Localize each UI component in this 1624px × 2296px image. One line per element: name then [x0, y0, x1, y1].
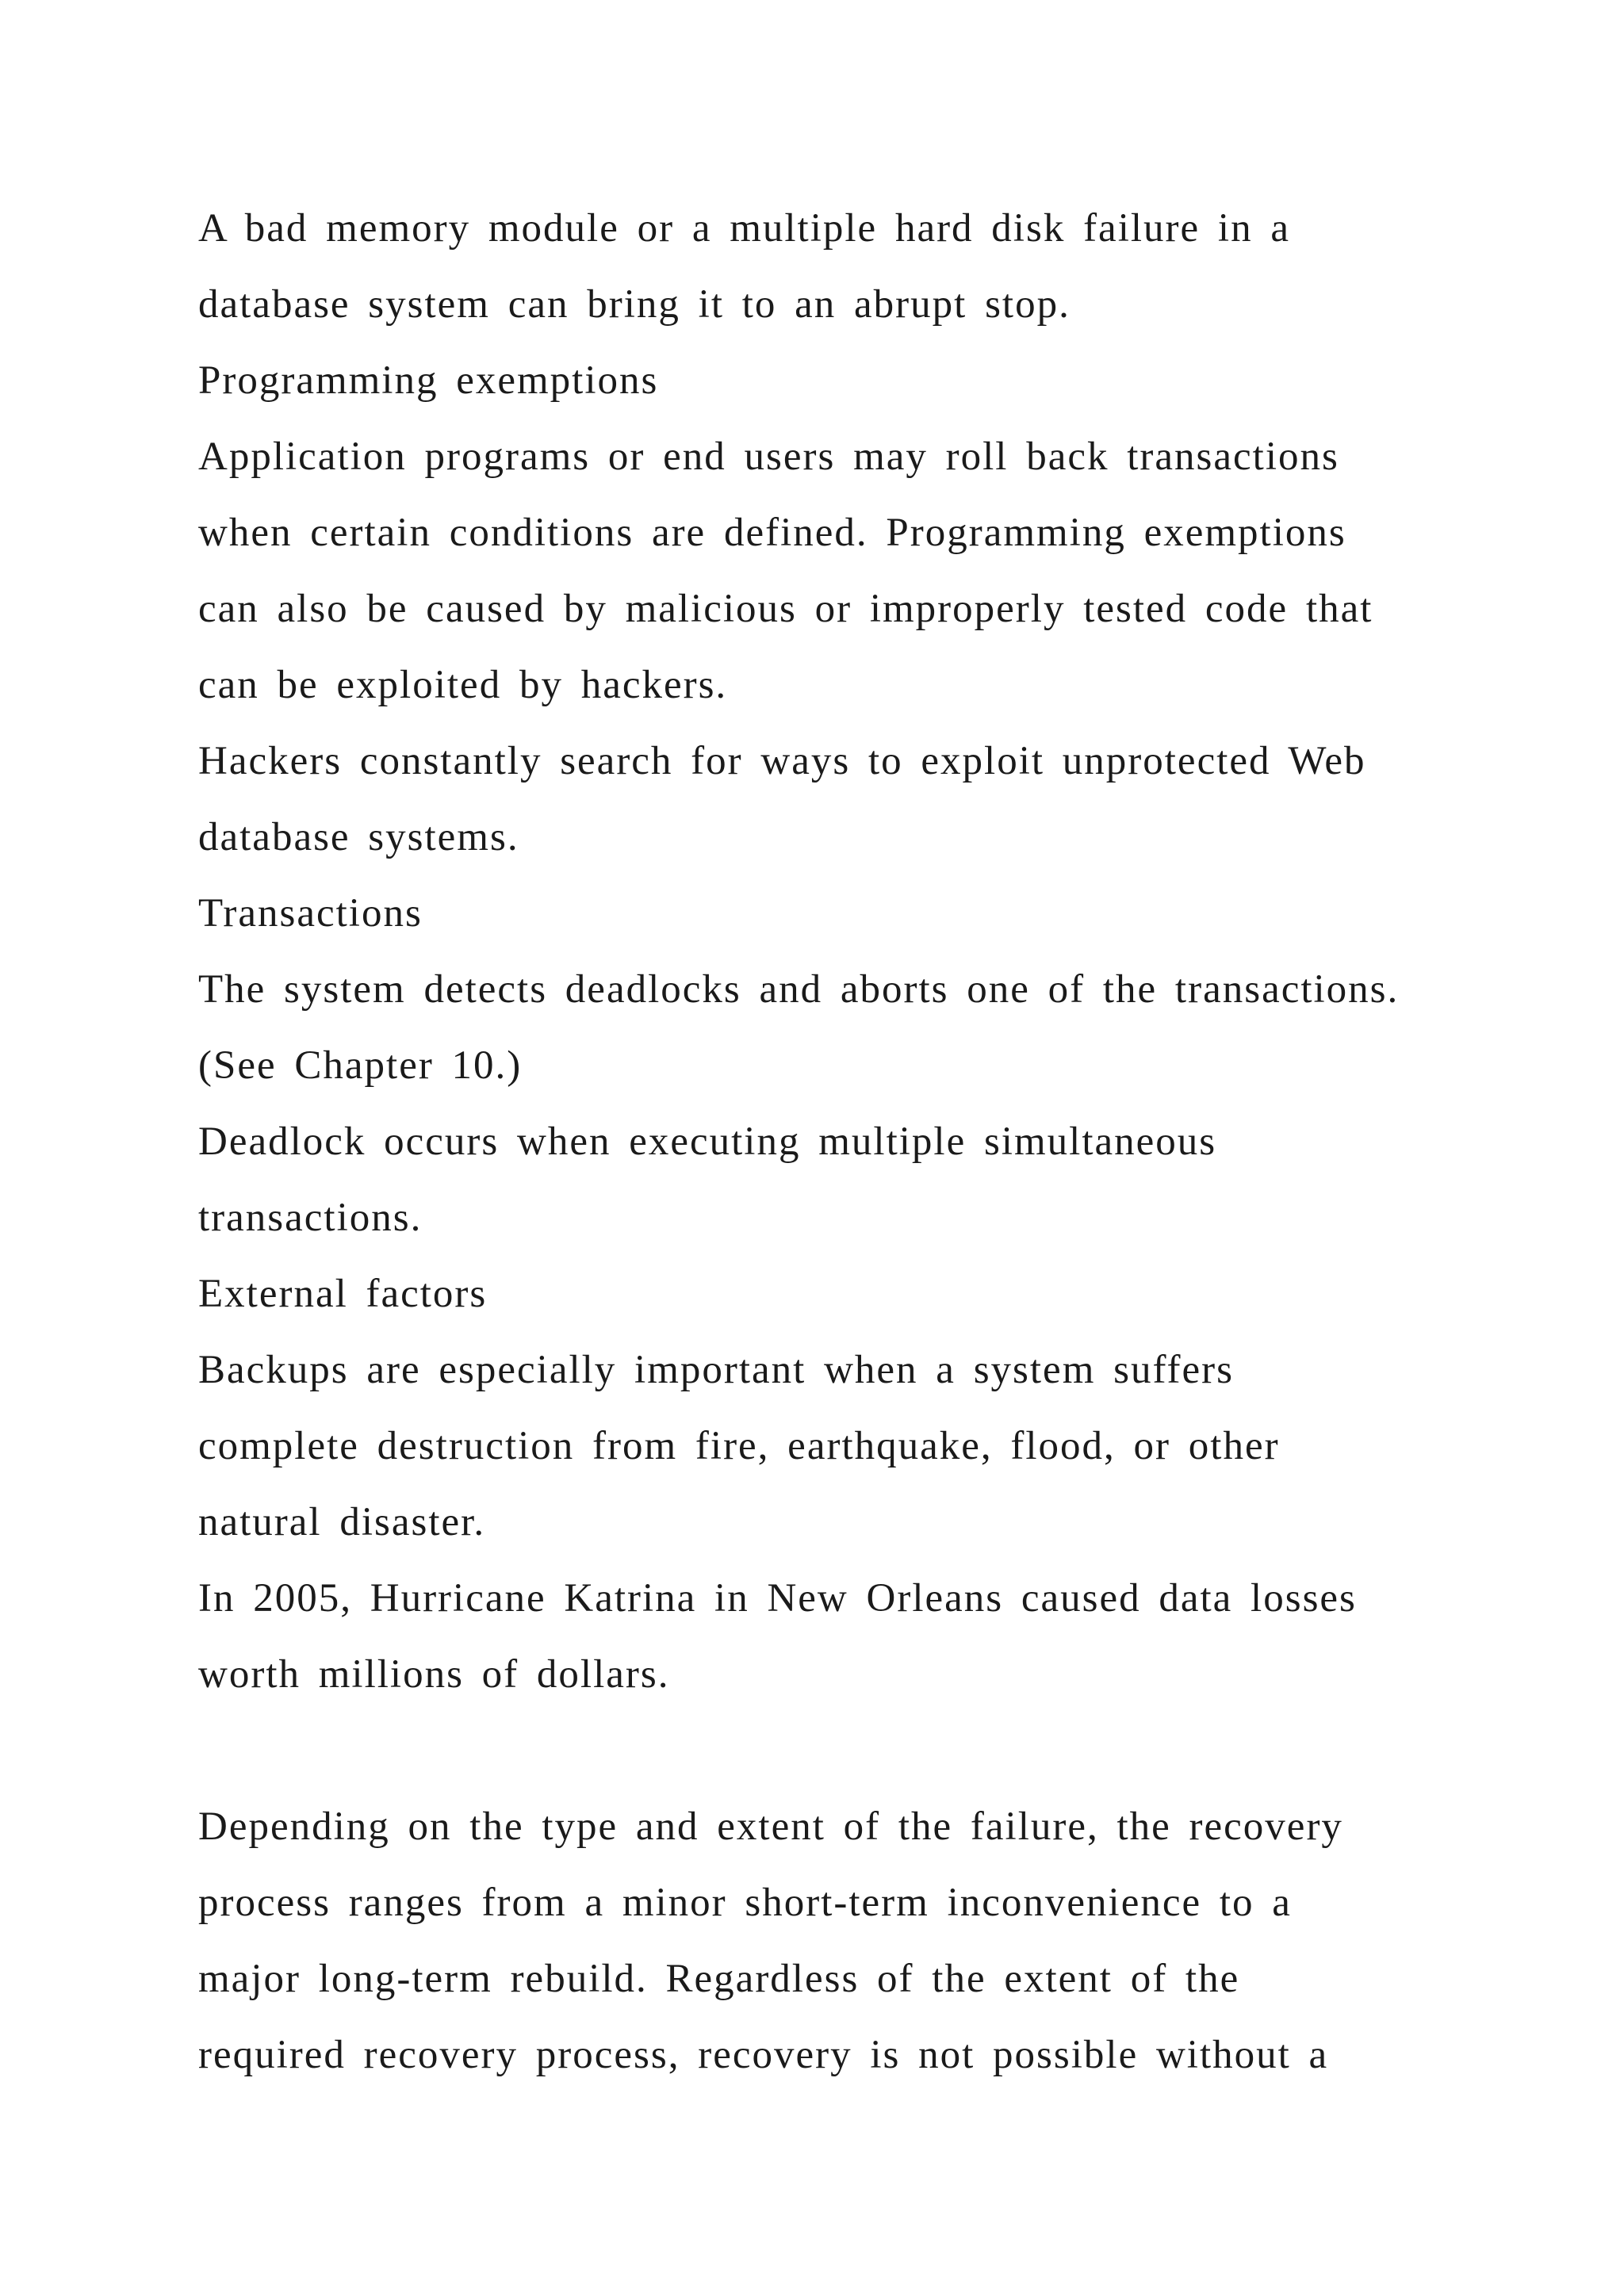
- body-text: [198, 190, 1530, 2093]
- section-heading: Transactions: [198, 891, 423, 936]
- text-line: can be exploited by hackers.: [198, 663, 728, 707]
- section-heading: External factors: [198, 1272, 488, 1316]
- text-line: In 2005, Hurricane Katrina in New Orleans caused data losses: [198, 1576, 1357, 1621]
- text-line: (See Chapter 10.): [198, 1043, 523, 1088]
- text-line: natural disaster.: [198, 1500, 486, 1544]
- text-line: A bad memory module or a multiple hard disk failure in a: [198, 206, 1290, 251]
- text-line: can also be caused by malicious or improperly tested code that: [198, 587, 1373, 631]
- text-line: The system detects deadlocks and aborts one of the transactions.: [198, 967, 1400, 1012]
- text-line: when certain conditions are defined. Programming exemptions: [198, 511, 1346, 555]
- text-line: worth millions of dollars.: [198, 1652, 670, 1697]
- text-line: major long-term rebuild. Regardless of the extent of the: [198, 1957, 1240, 2001]
- text-line: Hackers constantly search for ways to exploit unprotected Web: [198, 739, 1366, 783]
- text-line: transactions.: [198, 1196, 423, 1240]
- text-line: process ranges from a minor short-term inconvenience to a: [198, 1881, 1292, 1925]
- paragraph-gap: [198, 1712, 1530, 1789]
- text-line: Deadlock occurs when executing multiple simultaneous: [198, 1119, 1217, 1164]
- text-line: Depending on the type and extent of the failure, the recovery: [198, 1804, 1343, 1849]
- text-line: database systems.: [198, 815, 519, 859]
- text-line: complete destruction from fire, earthquake, flood, or other: [198, 1424, 1280, 1468]
- text-line: database system can bring it to an abrupt stop.: [198, 282, 1071, 327]
- text-line: Application programs or end users may roll back transactions: [198, 434, 1339, 479]
- section-heading: Programming exemptions: [198, 358, 659, 403]
- text-line: Backups are especially important when a system suffers: [198, 1348, 1234, 1392]
- text-line: required recovery process, recovery is not possible without a: [198, 2033, 1329, 2077]
